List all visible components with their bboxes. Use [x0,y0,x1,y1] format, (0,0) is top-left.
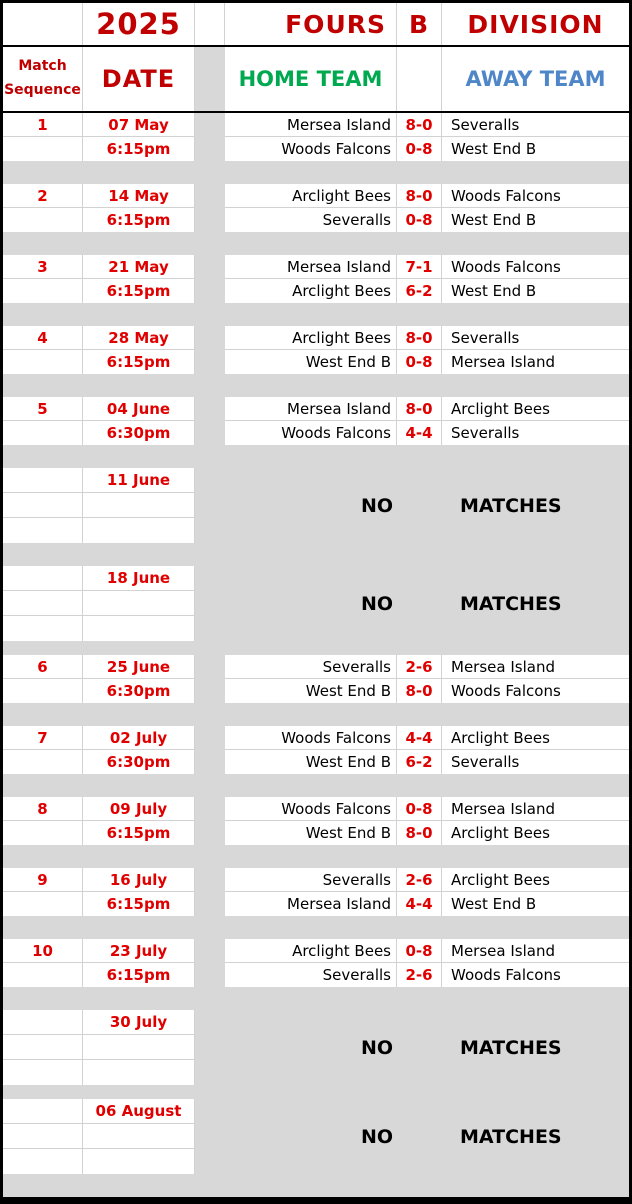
match-score: 8-0 [397,184,442,208]
spacer-cell [195,726,225,750]
match-sequence-empty [3,679,83,703]
match-time: 6:15pm [83,137,195,161]
home-team: Severalls [225,963,397,987]
column-header-row [3,47,629,113]
match-date: 28 May [83,326,195,350]
spacer-cell [195,1124,225,1149]
match-sequence-empty [3,1010,83,1035]
home-team: West End B [225,350,397,374]
match-block [3,655,629,703]
match-sequence-empty [3,1035,83,1060]
away-team: Woods Falcons [442,255,629,279]
separator-row [3,303,629,326]
year-title: 2025 [83,3,195,45]
spacer-cell [195,655,225,679]
no-matches-block [3,468,629,543]
no-matches-word-matches: MATCHES [460,494,562,517]
match-seq-label-line1: Match [18,58,67,75]
spacer-cell [195,1035,225,1060]
match-time: 6:30pm [83,421,195,445]
match-sequence-empty [3,750,83,774]
away-team: Woods Falcons [442,679,629,703]
match-sequence-empty [3,350,83,374]
no-matches-word-no: NO [360,1036,393,1059]
match-score: 4-4 [397,892,442,916]
match-date: 30 July [83,1010,195,1035]
title-empty-cell [3,3,83,45]
bottom-filler [3,1174,629,1197]
spacer-cell [195,255,225,279]
away-team: Severalls [442,113,629,137]
home-team: Mersea Island [225,255,397,279]
date-empty-cell [83,1035,195,1060]
home-team: Severalls [225,868,397,892]
away-team: Arclight Bees [442,868,629,892]
match-time: 6:15pm [83,892,195,916]
away-team: West End B [442,279,629,303]
match-time: 6:15pm [83,279,195,303]
title-row [3,3,629,47]
match-sequence-empty [3,591,83,616]
match-sequence-empty [3,279,83,303]
match-date: 21 May [83,255,195,279]
column-header-home-team: HOME TEAM [225,47,397,111]
home-team: Mersea Island [225,397,397,421]
score-empty-cell [397,493,442,518]
score-empty-cell [397,1035,442,1060]
separator-row [3,641,629,655]
no-matches-word-matches: MATCHES [460,592,562,615]
match-date: 25 June [83,655,195,679]
match-sequence-number: 2 [3,184,83,208]
match-date: 07 May [83,113,195,137]
match-time: 6:15pm [83,208,195,232]
no-matches-word-matches: MATCHES [460,1125,562,1148]
match-sequence-number: 6 [3,655,83,679]
match-sequence-empty [3,1124,83,1149]
away-team: West End B [442,137,629,161]
match-block [3,939,629,987]
spacer-cell [195,421,225,445]
separator-row [3,445,629,468]
no-matches-word-matches: MATCHES [460,1036,562,1059]
away-team: Severalls [442,421,629,445]
match-sequence-empty [3,821,83,845]
match-score: 6-2 [397,279,442,303]
date-empty-cell [83,518,195,543]
match-sequence-number: 3 [3,255,83,279]
score-empty-cell [397,1124,442,1149]
date-empty-cell [83,1149,195,1174]
match-block [3,868,629,916]
spacer-cell [195,397,225,421]
no-matches-word-no: NO [360,1125,393,1148]
spacer-cell [195,591,225,616]
match-date: 18 June [83,566,195,591]
match-score: 8-0 [397,679,442,703]
spacer-cell [195,326,225,350]
match-date: 11 June [83,468,195,493]
spacer-cell [195,137,225,161]
away-team: Arclight Bees [442,821,629,845]
column-header-score-empty [397,47,442,111]
spacer-cell [195,47,225,111]
match-sequence-empty [3,566,83,591]
match-score: 8-0 [397,397,442,421]
match-score: 0-8 [397,350,442,374]
away-team: Mersea Island [442,939,629,963]
spacer-cell [195,963,225,987]
match-sequence-empty [3,137,83,161]
match-score: 0-8 [397,137,442,161]
match-seq-label-line2: Sequence [4,82,81,98]
match-sequence-empty [3,493,83,518]
match-sequence-number: 1 [3,113,83,137]
home-team: Mersea Island [225,113,397,137]
match-block [3,184,629,232]
match-sequence-empty [3,518,83,543]
match-sequence-empty [3,421,83,445]
home-team: Woods Falcons [225,137,397,161]
spacer-cell [195,892,225,916]
match-score: 4-4 [397,421,442,445]
score-empty-cell [397,591,442,616]
spacer-cell [195,279,225,303]
spacer-cell [195,821,225,845]
home-team: West End B [225,679,397,703]
home-team: Severalls [225,208,397,232]
away-team: West End B [442,892,629,916]
away-team: Mersea Island [442,797,629,821]
home-team: Arclight Bees [225,184,397,208]
match-date: 04 June [83,397,195,421]
spacer-cell [195,797,225,821]
away-team: Severalls [442,326,629,350]
match-sequence-empty [3,616,83,641]
match-score: 2-6 [397,963,442,987]
match-block [3,326,629,374]
spacer-cell [195,679,225,703]
column-header-away-team: AWAY TEAM [442,47,629,111]
spacer-cell [195,750,225,774]
no-matches-word-no: NO [360,592,393,615]
home-team: Arclight Bees [225,326,397,350]
match-score: 8-0 [397,821,442,845]
spacer-cell [195,493,225,518]
match-score: 6-2 [397,750,442,774]
no-matches-block [3,566,629,641]
date-empty-cell [83,1124,195,1149]
home-team: Woods Falcons [225,726,397,750]
away-team: Severalls [442,750,629,774]
spacer-cell [195,208,225,232]
match-sequence-number: 8 [3,797,83,821]
match-sequence-number: 10 [3,939,83,963]
away-team: West End B [442,208,629,232]
home-team: Severalls [225,655,397,679]
date-empty-cell [83,616,195,641]
spacer-cell [195,113,225,137]
match-score: 0-8 [397,797,442,821]
match-sequence-number: 9 [3,868,83,892]
match-block [3,797,629,845]
separator-row [3,987,629,1010]
division-title-word1: FOURS [225,3,397,45]
away-team: Woods Falcons [442,963,629,987]
home-team: Arclight Bees [225,939,397,963]
spacer-cell [195,184,225,208]
match-date: 14 May [83,184,195,208]
home-team: West End B [225,750,397,774]
spacer-cell [195,868,225,892]
date-empty-cell [83,1060,195,1085]
date-empty-cell [83,591,195,616]
spacer-cell [195,939,225,963]
away-team: Woods Falcons [442,184,629,208]
match-sequence-empty [3,1060,83,1085]
match-time: 6:30pm [83,750,195,774]
match-time: 6:15pm [83,821,195,845]
separator-row [3,774,629,797]
match-sequence-empty [3,208,83,232]
match-date: 02 July [83,726,195,750]
home-team: West End B [225,821,397,845]
separator-row [3,374,629,397]
match-sequence-number: 4 [3,326,83,350]
match-sequence-empty [3,892,83,916]
match-date: 16 July [83,868,195,892]
column-header-date: DATE [83,47,195,111]
home-team: Mersea Island [225,892,397,916]
separator-row [3,916,629,939]
spacer-cell [195,3,225,45]
home-team: Woods Falcons [225,797,397,821]
match-time: 6:15pm [83,963,195,987]
match-score: 0-8 [397,939,442,963]
match-block [3,397,629,445]
match-sequence-empty [3,963,83,987]
away-team: Mersea Island [442,350,629,374]
match-score: 2-6 [397,868,442,892]
date-empty-cell [83,493,195,518]
match-score: 7-1 [397,255,442,279]
match-time: 6:30pm [83,679,195,703]
separator-row [3,232,629,255]
separator-row [3,845,629,868]
no-matches-block [3,1010,629,1085]
match-score: 4-4 [397,726,442,750]
home-team: Arclight Bees [225,279,397,303]
match-date: 06 August [83,1099,195,1124]
match-time: 6:15pm [83,350,195,374]
match-score: 8-0 [397,113,442,137]
separator-row [3,161,629,184]
column-header-match-sequence [3,47,83,111]
match-sequence-empty [3,1149,83,1174]
match-score: 2-6 [397,655,442,679]
match-block [3,255,629,303]
match-sequence-number: 7 [3,726,83,750]
separator-row [3,1085,629,1099]
spacer-cell [195,350,225,374]
match-score: 8-0 [397,326,442,350]
match-block [3,113,629,161]
match-sequence-empty [3,468,83,493]
away-team: Mersea Island [442,655,629,679]
away-team: Arclight Bees [442,397,629,421]
separator-row [3,703,629,726]
home-team: Woods Falcons [225,421,397,445]
match-sequence-empty [3,1099,83,1124]
match-sequence-number: 5 [3,397,83,421]
division-title-word2: B [397,3,442,45]
separator-row [3,543,629,566]
match-date: 23 July [83,939,195,963]
no-matches-block [3,1099,629,1174]
away-team: Arclight Bees [442,726,629,750]
match-block [3,726,629,774]
match-score: 0-8 [397,208,442,232]
no-matches-word-no: NO [360,494,393,517]
match-date: 09 July [83,797,195,821]
division-title-word3: DIVISION [442,3,629,45]
